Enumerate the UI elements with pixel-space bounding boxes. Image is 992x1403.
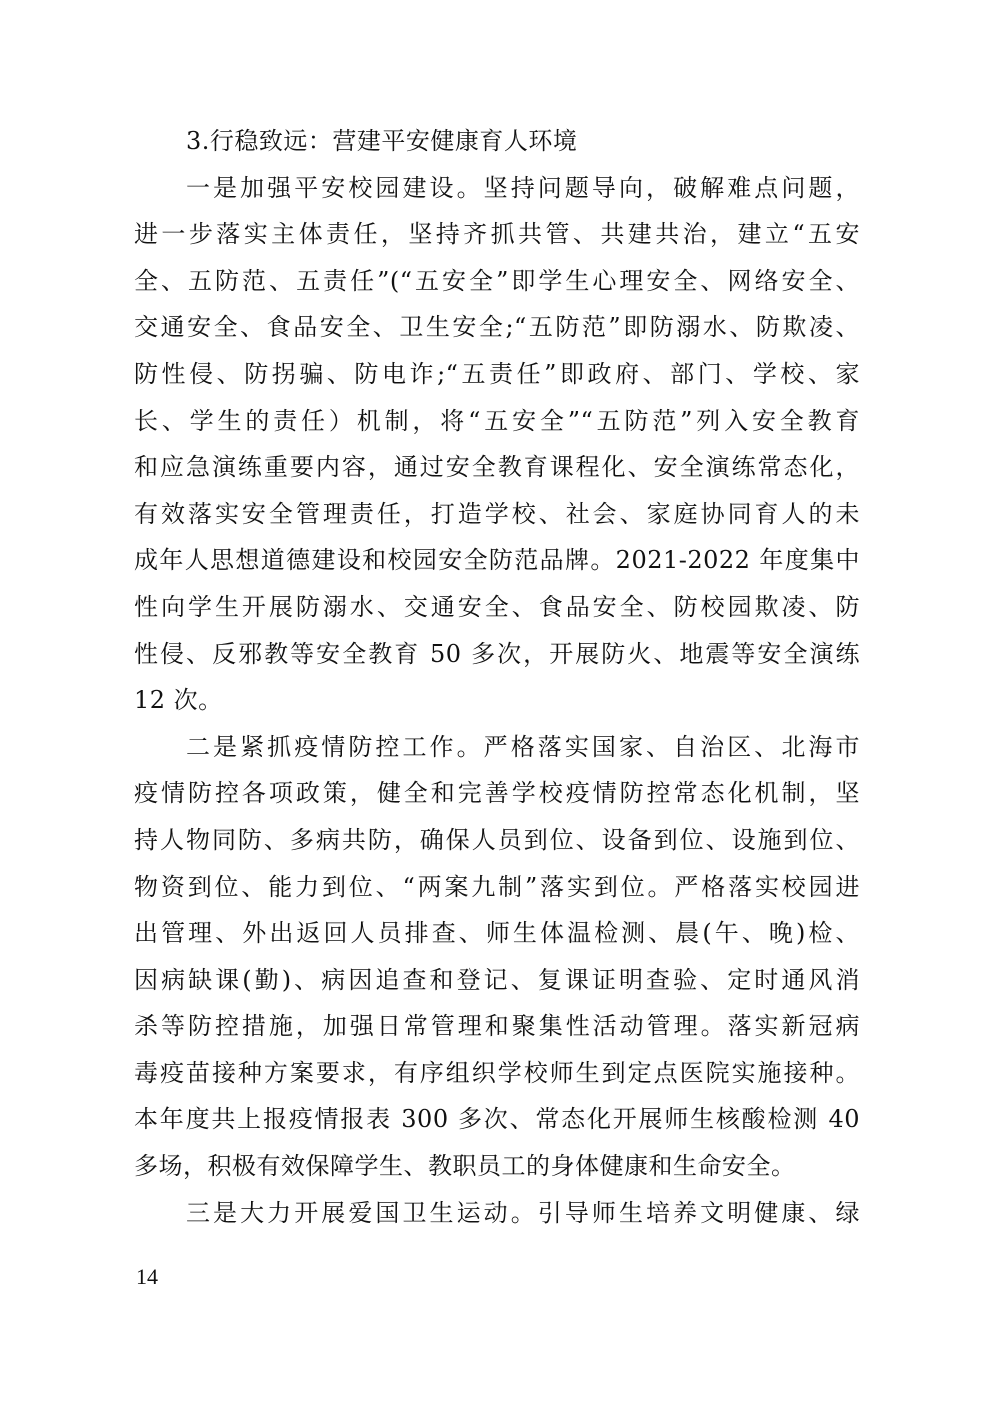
paragraph-line: 三是大力开展爱国卫生运动。引导师生培养文明健康、绿 <box>186 1198 860 1227</box>
paragraph-line: 防性侵、防拐骗、防电诈;“五责任”即政府、部门、学校、家 <box>134 359 860 388</box>
paragraph-line: 12 次。 <box>134 686 223 715</box>
paragraph-line: 性向学生开展防溺水、交通安全、食品安全、防校园欺凌、防 <box>134 592 860 621</box>
paragraph-3 <box>134 1190 860 1237</box>
paragraph-line: 出管理、外出返回人员排查、师生体温检测、晨(午、晚)检、 <box>134 919 860 948</box>
paragraph-2 <box>134 724 860 1190</box>
paragraph-line: 和应急演练重要内容，通过安全教育课程化、安全演练常态化， <box>134 453 860 482</box>
paragraph-line: 本年度共上报疫情报表 300 多次、常态化开展师生核酸检测 40 <box>134 1105 860 1134</box>
paragraph-line: 持人物同防、多病共防，确保人员到位、设备到位、设施到位、 <box>134 825 860 854</box>
paragraph-line: 因病缺课(勤)、病因追查和登记、复课证明查验、定时通风消 <box>134 965 860 994</box>
section-heading: 3.行稳致远：营建平安健康育人环境 <box>186 127 578 155</box>
paragraph-line: 有效落实安全管理责任，打造学校、社会、家庭协同育人的未 <box>134 499 860 528</box>
paragraph-line: 多场，积极有效保障学生、教职员工的身体健康和生命安全。 <box>134 1152 796 1181</box>
paragraph-line: 成年人思想道德建设和校园安全防范品牌。2021-2022 年度集中 <box>134 546 860 575</box>
paragraph-line: 长、学生的责任）机制，将“五安全”“五防范”列入安全教育 <box>134 406 860 435</box>
paragraph-line: 二是紧抓疫情防控工作。严格落实国家、自治区、北海市 <box>186 732 860 761</box>
paragraph-line: 一是加强平安校园建设。坚持问题导向，破解难点问题， <box>186 173 860 202</box>
paragraph-line: 毒疫苗接种方案要求，有序组织学校师生到定点医院实施接种。 <box>134 1058 860 1087</box>
document-body <box>134 118 860 1236</box>
paragraph-1 <box>134 165 860 724</box>
paragraph-line: 物资到位、能力到位、“两案九制”落实到位。严格落实校园进 <box>134 872 860 901</box>
paragraph-line: 杀等防控措施，加强日常管理和聚集性活动管理。落实新冠病 <box>134 1012 860 1041</box>
paragraph-line: 疫情防控各项政策，健全和完善学校疫情防控常态化机制，坚 <box>134 779 860 808</box>
paragraph-line: 交通安全、食品安全、卫生安全;“五防范”即防溺水、防欺凌、 <box>134 313 860 342</box>
paragraph-line: 全、五防范、五责任”(“五安全”即学生心理安全、网络安全、 <box>134 266 860 295</box>
paragraph-line: 进一步落实主体责任，坚持齐抓共管、共建共治，建立“五安 <box>134 220 860 249</box>
paragraph-line: 性侵、反邪教等安全教育 50 多次，开展防火、地震等安全演练 <box>134 639 860 668</box>
page-number: 14 <box>136 1264 158 1289</box>
